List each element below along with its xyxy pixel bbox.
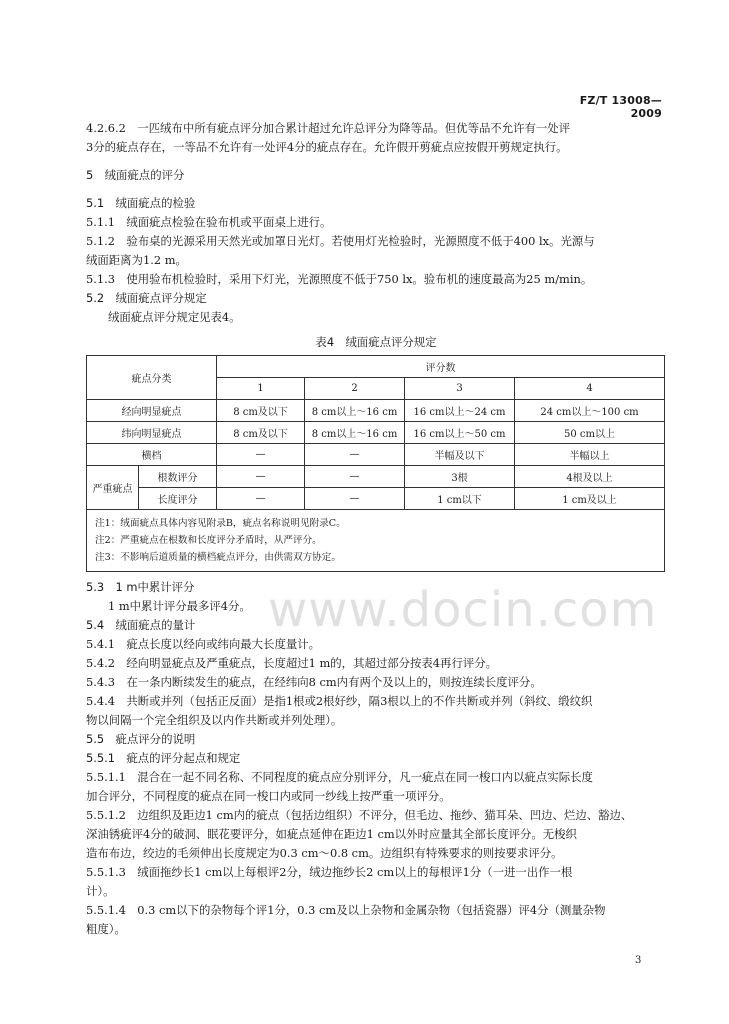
section-heading-5-4: 5.4 绒面疵点的量计 [86,618,196,632]
row-label: 根数评分 [139,466,217,488]
table-note: 注2：严重疵点在根数和长度评分矛盾时，从严评分。 [95,535,322,546]
text-line: 1 m中累计评分最多评4分。 [108,599,251,613]
row-label: 纬向明显疵点 [87,422,217,444]
table-cell: — [217,488,305,510]
table-cell: 半幅以上 [515,444,665,466]
text-line: 计）。 [86,884,115,898]
table-cell: 半幅及以下 [405,444,515,466]
text-line: 5.4.4 共断或并列（包括正反面）是指1根或2根好纱，隔3根以上的不作共断或并列（斜纹、缎纹织 [86,694,593,708]
table-row [87,422,665,444]
table-cell: — [305,466,405,488]
table-cell: — [305,444,405,466]
severe-defect-label: 严重疵点 [87,466,139,510]
text-line: 加合评分，不同程度的疵点在同一梭口内或同一纱线上按严重一项评分。 [86,789,451,803]
score-level: 3 [405,378,515,400]
table-cell: 1 cm及以上 [515,488,665,510]
section-heading-5-5-1: 5.5.1 疵点的评分起点和规定 [86,751,241,765]
para-5-5-1-2 [86,806,666,863]
text-line: 深油锈疵评4分的破洞、眠花要评分，如疵点延伸在距边1 cm以外时应量其全部长度评分。无梭织 [86,827,577,841]
para-5-5-1-3 [86,863,666,901]
score-level: 4 [515,378,665,400]
text-line: 5.1.3 使用验布机检验时，采用下灯光，光源照度不低于750 lx。验布机的速度最高为25 m/min。 [86,272,593,286]
section-heading-5-5: 5.5 疵点评分的说明 [86,732,196,746]
text-line: 5.4.3 在一条内断续发生的疵点，在经纬向8 cm内有两个及以上的，则按连续长度评分。 [86,675,542,689]
text-line: 5.5.1.1 混合在一起不同名称、不同程度的疵点应分别评分，凡一疵点在同一梭口内以疵点实际长度 [86,770,593,784]
section-heading-5-1: 5.1 绒面疵点的检验 [86,196,196,210]
text-line: 绒面距离为1.2 m。 [86,253,187,267]
para-5-1-2 [86,232,666,270]
row-label: 长度评分 [139,488,217,510]
table-corner-cell: 疵点分类 [87,356,217,400]
text-line: 5.5.1.2 边组织及距边1 cm内的疵点（包括边组织）不评分，但毛边、拖纱、猫耳朵、凹边、烂边、豁边、 [86,808,633,822]
table-notes-row [87,510,665,572]
table-row [87,444,665,466]
standard-code: FZ/T 13008—2009 [579,94,662,120]
table-row [87,400,665,422]
text-line: 粗度）。 [86,922,126,936]
section-heading-5: 5 绒面疵点的评分 [86,168,185,182]
text-line: 5.4.1 疵点长度以经向或纬向最大长度量计。 [86,637,321,651]
defect-score-table [86,355,665,572]
table-cell: 16 cm以上～50 cm [405,422,515,444]
table-cell: — [217,444,305,466]
table-cell: 3根 [405,466,515,488]
row-label: 横档 [87,444,217,466]
text-line: 5.5.1.3 绒面拖纱长1 cm以上每根评2分，绒边拖纱长2 cm以上的每根评1分（一进一出作一根 [86,865,573,879]
score-header: 评分数 [217,356,665,378]
score-level: 2 [305,378,405,400]
table-row [87,466,665,488]
table-cell: — [217,466,305,488]
text-line: 5.1.2 验布桌的光源采用天然光或加罩日光灯。若使用灯光检验时，光源照度不低于400 lx。光源与 [86,234,595,248]
para-5-5-1-4 [86,901,666,939]
text-line: 3分的疵点存在，一等品不允许有一处评4分的疵点存在。允许假开剪疵点应按假开剪规定执行。 [86,140,568,154]
table-title: 表4 绒面疵点评分规定 [315,335,437,349]
table-notes [87,510,665,572]
table-note: 注3：不影响后道质量的横档疵点评分，由供需双方协定。 [95,552,341,563]
table-note: 注1：绒面疵点具体内容见附录B，疵点名称说明见附录C。 [95,518,346,529]
text-line: 物以间隔一个完全组织及以内作共断或并列处理）。 [86,713,343,727]
text-line: 4.2.6.2 一匹绒布中所有疵点评分加合累计超过允许总评分为降等品。但优等品不允许有一处评 [86,121,571,135]
table-cell: 8 cm以上～16 cm [305,422,405,444]
document-body [86,119,666,939]
para-5-4-4 [86,692,666,730]
text-line: 5.1.1 绒面疵点检验在验布机或平面桌上进行。 [86,215,332,229]
section-heading-5-3: 5.3 1 m中累计评分 [86,580,195,594]
section-heading-5-2: 5.2 绒面疵点评分规定 [86,291,207,305]
score-level: 1 [217,378,305,400]
text-line: 5.5.1.4 0.3 cm以下的杂物每个评1分，0.3 cm及以上杂物和金属杂物（包括瓷器）评4分（测量杂物 [86,903,606,917]
text-line: 5.4.2 经向明显疵点及严重疵点，长度超过1 m的，其超过部分按表4再行评分。 [86,656,498,670]
para-5-5-1-1 [86,768,666,806]
table-cell: 4根及以上 [515,466,665,488]
page-number: 3 [635,955,642,966]
table-row [87,488,665,510]
watermark: www.docin.com [268,582,658,638]
table-cell: 16 cm以上～24 cm [405,400,515,422]
table-cell: 24 cm以上～100 cm [515,400,665,422]
text-line: 造布布边，绞边的毛须伸出长度规定为0.3 cm～0.8 cm。边组织有特殊要求的则按要求评分。 [86,846,563,860]
table-cell: 50 cm以上 [515,422,665,444]
table-header-row [87,356,665,378]
para-4-2-6-2 [86,119,666,157]
row-label: 经向明显疵点 [87,400,217,422]
table-cell: — [305,488,405,510]
table-cell: 8 cm及以下 [217,400,305,422]
table-cell: 1 cm以下 [405,488,515,510]
table-cell: 8 cm及以下 [217,422,305,444]
text-line: 绒面疵点评分规定见表4。 [108,310,241,324]
table-cell: 8 cm以上～16 cm [305,400,405,422]
